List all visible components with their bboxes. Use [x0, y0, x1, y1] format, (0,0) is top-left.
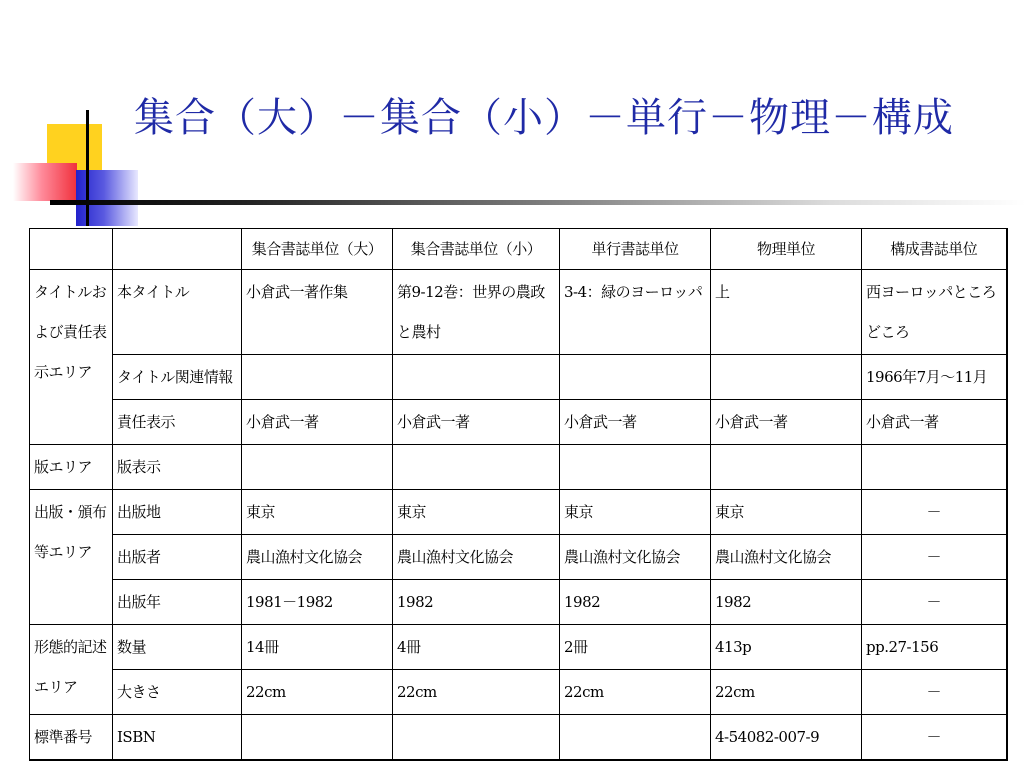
table-cell: 東京 [242, 490, 393, 535]
table-cell: 東京 [711, 490, 862, 535]
table-cell: 農山漁村文化協会 [242, 535, 393, 580]
row-label: 出版年 [113, 580, 242, 625]
table-cell: － [862, 670, 1007, 715]
header-cell: 集合書誌単位（大） [242, 229, 393, 270]
table-cell: 3-4：緑のヨーロッパ [560, 270, 711, 355]
header-cell [113, 229, 242, 270]
table-cell: 4-54082-007-9 [711, 715, 862, 761]
table-cell [393, 445, 560, 490]
table-row [30, 355, 1007, 400]
table-cell: 1966年7月～11月 [862, 355, 1007, 400]
row-label: 大きさ [113, 670, 242, 715]
table-cell: － [862, 490, 1007, 535]
bibliographic-table [29, 228, 1008, 761]
table-cell: 1982 [711, 580, 862, 625]
decorative-horizontal-rule [50, 200, 1024, 205]
area-cell-publication [30, 490, 113, 625]
table-cell: 上 [711, 270, 862, 355]
table-cell [242, 355, 393, 400]
row-label: 版表示 [113, 445, 242, 490]
area-label-line: 等エリア [34, 543, 93, 561]
table-cell: － [862, 535, 1007, 580]
table-row [30, 715, 1007, 761]
area-label-line: タイトルお [34, 283, 107, 301]
table-row [30, 535, 1007, 580]
table-cell [711, 445, 862, 490]
table-cell: － [862, 580, 1007, 625]
area-cell-edition: 版エリア [30, 445, 113, 490]
area-cell-physical [30, 625, 113, 715]
decorative-vertical-line [86, 110, 89, 226]
table-row [30, 445, 1007, 490]
table-cell: 農山漁村文化協会 [711, 535, 862, 580]
row-label: タイトル関連情報 [113, 355, 242, 400]
decorative-red-square [13, 163, 77, 201]
header-cell: 物理単位 [711, 229, 862, 270]
table-cell [393, 715, 560, 761]
table-cell: 小倉武一著 [711, 400, 862, 445]
table-cell: 22cm [393, 670, 560, 715]
table-cell [242, 445, 393, 490]
table-cell: pp.27-156 [862, 625, 1007, 670]
table-row [30, 270, 1007, 355]
header-cell [30, 229, 113, 270]
row-label: 本タイトル [113, 270, 242, 355]
area-label-line: 形態的記述 [34, 638, 107, 656]
row-label: 出版地 [113, 490, 242, 535]
table-cell: 小倉武一著 [393, 400, 560, 445]
area-label-line: 出版・頒布 [34, 503, 107, 521]
table-cell: 小倉武一著 [862, 400, 1007, 445]
table-cell: 農山漁村文化協会 [393, 535, 560, 580]
table-row [30, 490, 1007, 535]
table-cell [560, 445, 711, 490]
table-cell: 小倉武一著 [242, 400, 393, 445]
row-label: ISBN [113, 715, 242, 761]
table-row [30, 670, 1007, 715]
area-label-line: 示エリア [34, 363, 93, 381]
table-cell [711, 355, 862, 400]
row-label: 責任表示 [113, 400, 242, 445]
table-cell: 22cm [711, 670, 862, 715]
table-cell: 第9-12巻：世界の農政と農村 [393, 270, 560, 355]
table-cell: 東京 [393, 490, 560, 535]
header-row [30, 229, 1007, 270]
table-cell: 2冊 [560, 625, 711, 670]
table-row [30, 400, 1007, 445]
header-cell: 単行書誌単位 [560, 229, 711, 270]
table-cell: 1981－1982 [242, 580, 393, 625]
table-cell: 農山漁村文化協会 [560, 535, 711, 580]
table-row [30, 580, 1007, 625]
header-cell: 集合書誌単位（小） [393, 229, 560, 270]
table-cell: 14冊 [242, 625, 393, 670]
row-label: 数量 [113, 625, 242, 670]
table-cell: 1982 [560, 580, 711, 625]
table-cell: 東京 [560, 490, 711, 535]
table-cell: 413p [711, 625, 862, 670]
table-cell [393, 355, 560, 400]
area-label-line: エリア [34, 678, 78, 696]
row-label: 出版者 [113, 535, 242, 580]
table-cell: 22cm [242, 670, 393, 715]
table-cell: 小倉武一著 [560, 400, 711, 445]
table-row [30, 625, 1007, 670]
slide-title: 集合（大）－集合（小）－単行－物理－構成 [134, 95, 954, 141]
table-cell [560, 715, 711, 761]
area-cell-standard-number: 標準番号 [30, 715, 113, 761]
area-cell-title-responsibility [30, 270, 113, 445]
table-cell: 22cm [560, 670, 711, 715]
table-cell [560, 355, 711, 400]
area-label-line: よび責任表 [34, 323, 107, 341]
table-cell: 小倉武一著作集 [242, 270, 393, 355]
header-cell: 構成書誌単位 [862, 229, 1007, 270]
table-cell: 4冊 [393, 625, 560, 670]
table-cell: 西ヨーロッパところどころ [862, 270, 1007, 355]
table-cell [242, 715, 393, 761]
table-cell: 1982 [393, 580, 560, 625]
table-cell: － [862, 715, 1007, 761]
table-cell [862, 445, 1007, 490]
